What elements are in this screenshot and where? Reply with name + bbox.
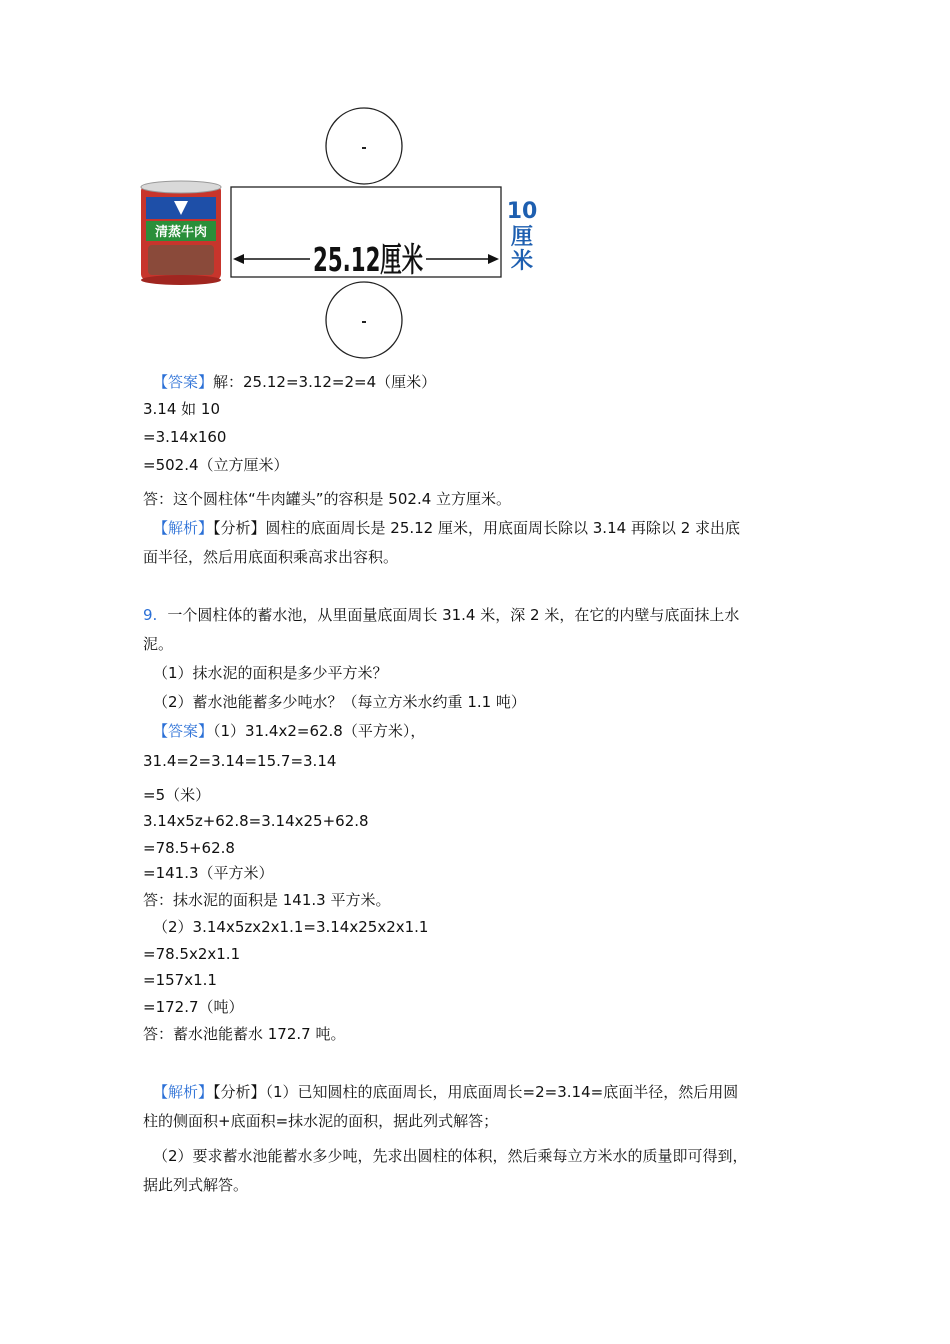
p9-analysis-line1: 【分析】（1）已知圆柱的底面周长，用底面周长=2=3.14=底面半径，然后用圆 — [213, 1083, 739, 1101]
p9-question-line2: 泥。 — [143, 635, 174, 653]
p9-answer-line4: 3.14x5z+62.8=3.14x25+62.8 — [143, 812, 369, 830]
p8-analysis-line2: 面半径，然后用底面积乘高求出容积。 — [143, 548, 399, 566]
width-label: 25.12厘米 — [313, 240, 423, 279]
p8-answer-line4: =502.4（立方厘米） — [143, 456, 289, 474]
p8-answer-line1: 解：25.12=3.12=2=4（厘米） — [213, 373, 437, 391]
cylinder-net-figure — [138, 105, 538, 360]
p8-analysis-row — [153, 518, 740, 538]
p9-sub-question-1: （1）抹水泥的面积是多少平方米？ — [153, 664, 388, 682]
p8-answer-line3: =3.14x160 — [143, 428, 227, 446]
top-circle-center — [362, 147, 366, 149]
p9-answer-row — [153, 721, 425, 741]
p9-number: 9. — [143, 606, 158, 624]
p9-analysis-tag: 【解析】 — [153, 1083, 214, 1101]
p9-analysis-row — [153, 1082, 738, 1102]
p9-answer-line2: 31.4=2=3.14=15.7=3.14 — [143, 752, 337, 770]
p9-answer-line7: 答：抹水泥的面积是 141.3 平方米。 — [143, 891, 391, 909]
p9-sub-question-2: （2）蓄水池能蓄多少吨水？（每立方米水约重 1.1 吨） — [153, 693, 526, 711]
p9-question-row — [143, 605, 739, 625]
p9-question-line1: 一个圆柱体的蓄水池，从里面量底面周长 31.4 米，深 2 米，在它的内壁与底面抹上水 — [167, 606, 740, 624]
p9-answer-line8: （2）3.14x5zx2x1.1=3.14x25x2x1.1 — [153, 918, 429, 936]
bottom-base-circle — [326, 282, 402, 358]
p8-answer-line5: 答：这个圆柱体“牛肉罐头”的容积是 502.4 立方厘米。 — [143, 490, 512, 508]
p8-answer-row — [153, 372, 436, 392]
p9-answer-line1: （1）31.4x2=62.8（平方米）， — [213, 722, 426, 740]
beef-can-image — [141, 181, 221, 285]
p8-answer-line2: 3.14 如 10 — [143, 400, 221, 418]
height-number: 10 — [506, 199, 538, 224]
p9-answer-line3: =5（米） — [143, 786, 211, 804]
p9-answer-line6: =141.3（平方米） — [143, 864, 274, 882]
p8-analysis-tag: 【解析】 — [153, 519, 214, 537]
p8-answer-tag: 【答案】 — [153, 373, 214, 391]
p9-answer-line10: =157x1.1 — [143, 971, 217, 989]
p9-analysis-line2: 柱的侧面积+底面积=抹水泥的面积，据此列式解答； — [143, 1112, 499, 1130]
top-base-circle — [326, 108, 402, 184]
p9-answer-line5: =78.5+62.8 — [143, 839, 235, 857]
bottom-circle-center — [362, 321, 366, 323]
p9-answer-line11: =172.7（吨） — [143, 998, 244, 1016]
p9-analysis-line3: （2）要求蓄水池能蓄水多少吨，先求出圆柱的体积，然后乘每立方米水的质量即可得到， — [153, 1147, 748, 1165]
p9-answer-line9: =78.5x2x1.1 — [143, 945, 241, 963]
height-unit-1: 厘 — [510, 225, 534, 250]
cylinder-net-diagram — [138, 105, 538, 360]
p9-answer-line12: 答：蓄水池能蓄水 172.7 吨。 — [143, 1025, 346, 1043]
height-unit-2: 米 — [510, 249, 534, 274]
can-label: 清蒸牛肉 — [154, 225, 208, 240]
p9-answer-tag: 【答案】 — [153, 722, 214, 740]
p9-analysis-line4: 据此列式解答。 — [143, 1176, 249, 1194]
p8-analysis-line1: 【分析】圆柱的底面周长是 25.12 厘米，用底面周长除以 3.14 再除以 2 求出底 — [213, 519, 741, 537]
